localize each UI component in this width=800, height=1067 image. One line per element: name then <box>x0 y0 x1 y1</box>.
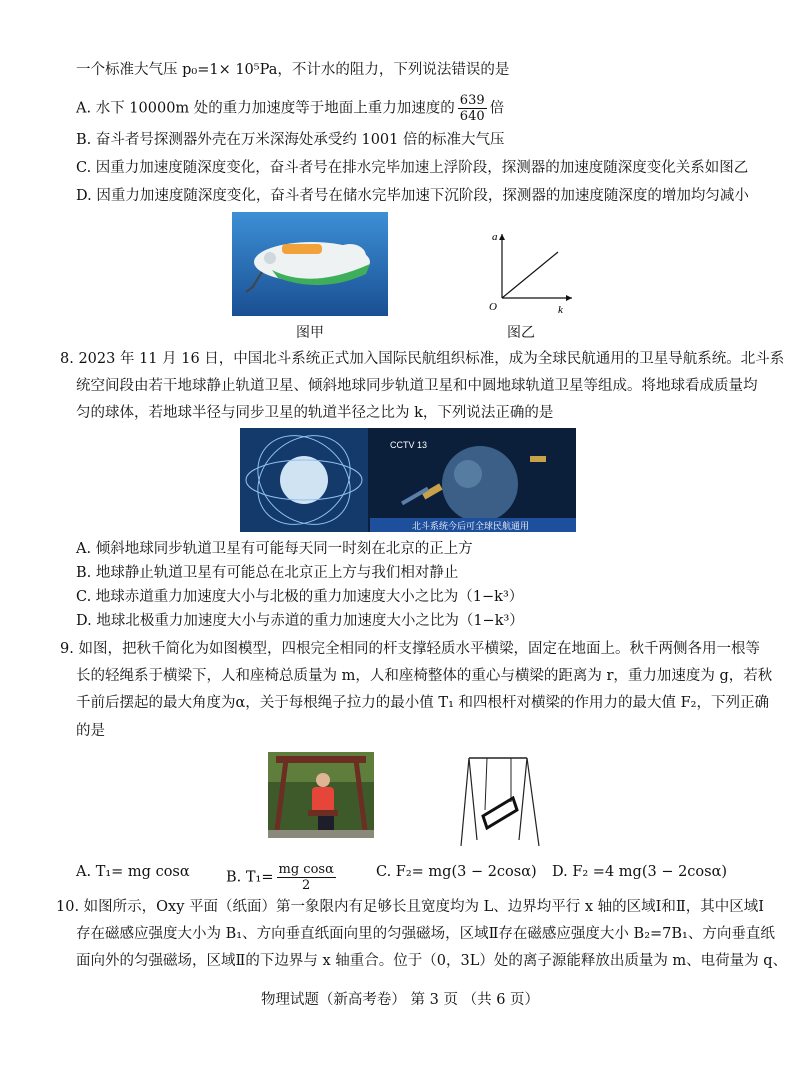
graph-origin-label: O <box>489 301 497 313</box>
q7-option-a-fraction <box>458 93 487 124</box>
q9-stem-line-3: 千前后摆起的最大角度为α，关于每根绳子拉力的最小值 T₁ 和四根杆对横梁的作用力的最大值 F₂，下列正确 <box>76 695 769 711</box>
q8-stem-line-2: 统空间段由若干地球静止轨道卫星、倾斜地球同步轨道卫星和中圆地球轨道卫星等组成。将地球看成质量均 <box>76 378 758 394</box>
beidou-satellite-image <box>240 428 576 532</box>
q7-option-a <box>76 93 504 124</box>
q7-option-c: C. 因重力加速度随深度变化，奋斗者号在排水完毕加速上浮阶段，探测器的加速度随深度变化关系如图乙 <box>76 160 749 176</box>
swing-seat <box>483 798 517 828</box>
q9-option-d: D. F₂ =4 mg(3 − 2cosα) <box>552 864 728 880</box>
fraction-denominator: 2 <box>302 878 311 893</box>
swing-photo <box>268 752 374 838</box>
figure-1-caption: 图甲 <box>296 325 324 341</box>
q8-option-c: C. 地球赤道重力加速度大小与北极的重力加速度大小之比为（1−k³） <box>76 589 524 605</box>
graph-y-label: a <box>492 231 498 243</box>
q10-stem-line-1: 10. 如图所示，Oxy 平面（纸面）第一象限内有足够长且宽度均为 L、边界均平行 x 轴的区域Ⅰ和Ⅱ，其中区域Ⅰ <box>56 899 764 915</box>
q10-stem-line-3: 面向外的匀强磁场，区域Ⅱ的下边界与 x 轴重合。位于（0，3L）处的离子源能释放出质量为 m、电荷量为 q、 <box>76 953 788 969</box>
q7-option-a-suffix: 倍 <box>489 100 505 117</box>
cctv-logo: CCTV 13 <box>390 440 428 450</box>
page-footer: 物理试题（新高考卷） 第 3 页 （共 6 页） <box>260 992 540 1008</box>
q9-stem-line-4: 的是 <box>76 723 105 739</box>
acceleration-graph <box>480 226 580 320</box>
graph-line <box>502 252 558 298</box>
question-intro-line: 一个标准大气压 p₀=1× 10⁵Pa，不计水的阻力，下列说法错误的是 <box>76 62 510 78</box>
q10-stem-line-2: 存在磁感应强度大小为 B₁、方向垂直纸面向里的匀强磁场，区域Ⅱ存在磁感应强度大小 B₂=7B₁、方向垂直纸 <box>76 926 775 942</box>
q8-option-b: B. 地球静止轨道卫星有可能总在北京正上方与我们相对静止 <box>76 565 459 581</box>
q9-stem-line-2: 长的轻绳系于横梁下，人和座椅总质量为 m，人和座椅整体的重心与横梁的距离为 r，重力加速度为 g，若秋 <box>76 668 773 684</box>
fraction-numerator: mg cosα <box>278 862 334 877</box>
q9-option-b <box>226 862 339 893</box>
figure-2-caption: 图乙 <box>507 325 535 341</box>
swing-model-diagram <box>455 752 545 848</box>
q8-stem-line-3: 匀的球体，若地球半径与同步卫星的轨道半径之比为 k，下列说法正确的是 <box>76 405 554 421</box>
q7-option-b: B. 奋斗者号探测器外壳在万米深海处承受约 1001 倍的标准大气压 <box>76 132 505 148</box>
q9-option-a: A. T₁= mg cosα <box>76 864 190 880</box>
q9-option-b-fraction <box>277 862 336 893</box>
graph-x-label: k <box>558 304 563 316</box>
q8-option-a: A. 倾斜地球同步轨道卫星有可能每天同一时刻在北京的正上方 <box>76 541 473 557</box>
q7-option-d: D. 因重力加速度随深度变化，奋斗者号在储水完毕加速下沉阶段，探测器的加速度随深度的增加均匀减小 <box>76 188 749 204</box>
q9-option-b-text: B. T₁= <box>226 869 274 886</box>
fraction-denominator: 640 <box>459 109 485 124</box>
news-banner: 北斗系统今后可全球民航通用 <box>412 522 530 532</box>
q7-option-a-text: A. 水下 10000m 处的重力加速度等于地面上重力加速度的 <box>76 100 455 117</box>
q9-stem-line-1: 9. 如图，把秋千简化为如图模型，四根完全相同的杆支撑轻质水平横梁，固定在地面上。秋千两侧各用一根等 <box>60 641 760 657</box>
fraction-numerator: 639 <box>459 93 485 108</box>
q8-option-d: D. 地球北极重力加速度大小与赤道的重力加速度大小之比为（1−k³） <box>76 613 524 629</box>
q8-stem-line-1: 8. 2023 年 11 月 16 日，中国北斗系统正式加入国际民航组织标准，成为全球民航通用的卫星导航系统。北斗系 <box>60 351 785 367</box>
submersible-photo <box>232 212 388 316</box>
q9-option-c: C. F₂= mg(3 − 2cosα) <box>376 864 537 880</box>
